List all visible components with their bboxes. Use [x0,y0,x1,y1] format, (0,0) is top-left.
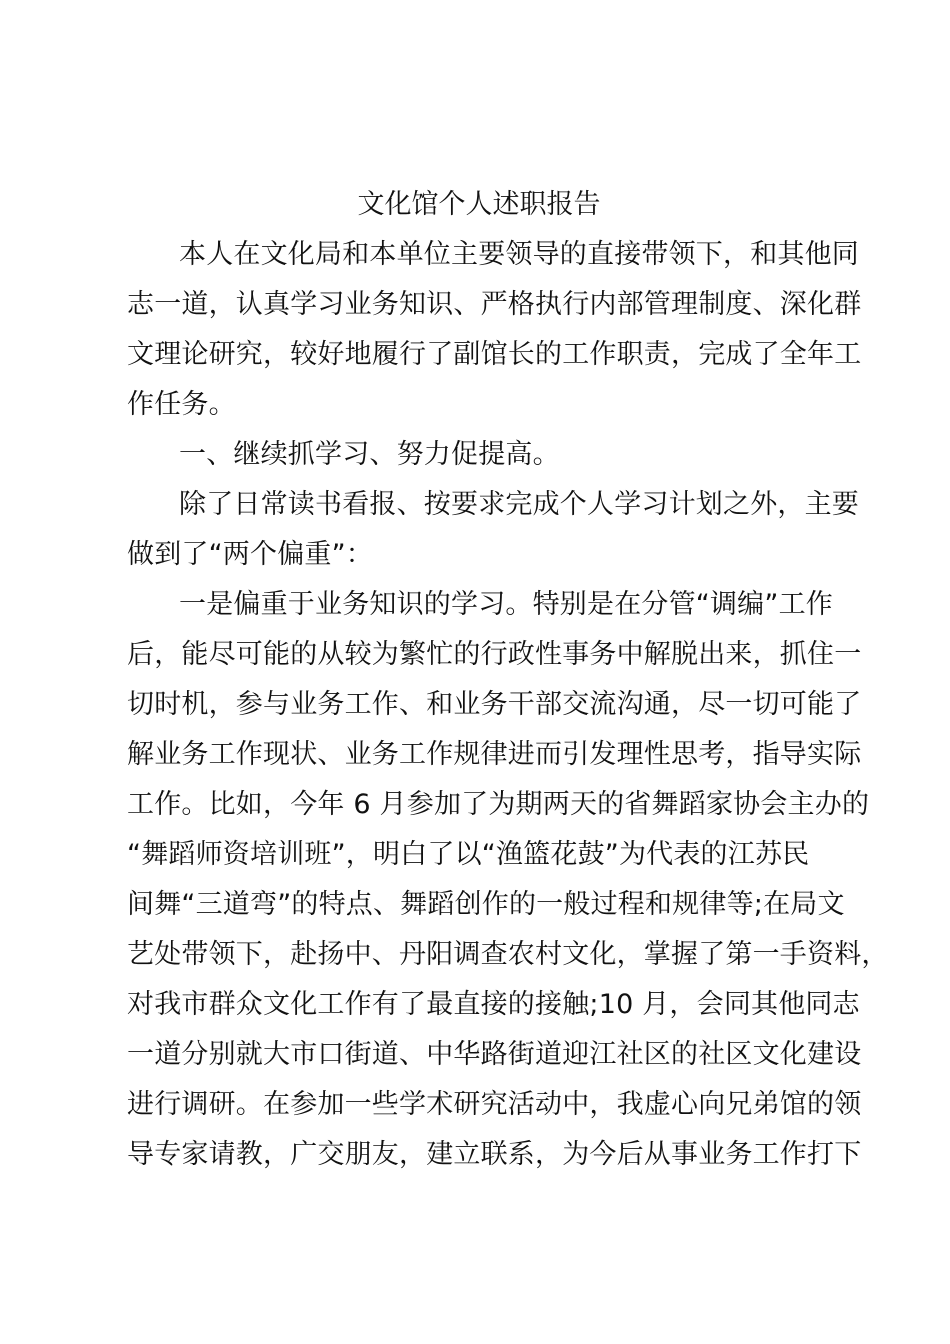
paragraph-line: 导专家请教，广交朋友，建立联系，为今后从事业务工作打下 [127,1139,862,1170]
paragraph-line: 做到了“两个偏重”： [127,539,373,570]
paragraph-line: 一是偏重于业务知识的学习。特别是在分管“调编”工作 [179,589,833,620]
paragraph-line: “舞蹈师资培训班”，明白了以“渔篮花鼓”为代表的江苏民 [127,839,810,870]
paragraph-line: 切时机，参与业务工作、和业务干部交流沟通，尽一切可能了 [127,689,862,720]
document-title: 文化馆个人述职报告 [357,189,601,220]
paragraph-line: 本人在文化局和本单位主要领导的直接带领下，和其他同 [179,239,859,270]
paragraph-line: 解业务工作现状、业务工作规律进而引发理性思考，指导实际 [127,739,862,770]
paragraph-line: 工作。比如，今年 6 月参加了为期两天的省舞蹈家协会主办的 [127,789,870,820]
paragraph-line: 艺处带领下，赴扬中、丹阳调查农村文化，掌握了第一手资料， [127,939,889,970]
paragraph-line: 对我市群众文化工作有了最直接的接触;10 月，会同其他同志 [127,989,860,1020]
paragraph-line: 志一道，认真学习业务知识、严格执行内部管理制度、深化群 [127,289,862,320]
paragraph-line: 进行调研。在参加一些学术研究活动中，我虚心向兄弟馆的领 [127,1089,862,1120]
paragraph-line: 后，能尽可能的从较为繁忙的行政性事务中解脱出来，抓住一 [127,639,862,670]
paragraph-line: 文理论研究，较好地履行了副馆长的工作职责，完成了全年工 [127,339,862,370]
paragraph-line: 作任务。 [127,389,236,420]
paragraph-line: 一道分别就大市口街道、中华路街道迎江社区的社区文化建设 [127,1039,862,1070]
paragraph-line: 除了日常读书看报、按要求完成个人学习计划之外，主要 [179,489,859,520]
section-heading: 一、继续抓学习、努力促提高。 [179,439,560,470]
paragraph-line: 间舞“三道弯”的特点、舞蹈创作的一般过程和规律等;在局文 [127,889,845,920]
